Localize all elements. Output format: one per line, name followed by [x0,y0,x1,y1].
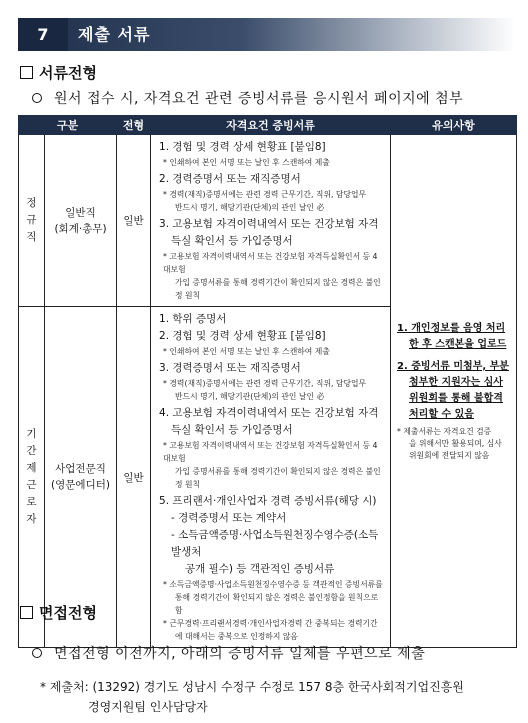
screening-heading: 서류전형 [20,62,97,83]
submission-address: * 제출처: (13292) 경기도 성남시 수정구 수정로 157 8층 한국사회적기업진흥원 [40,680,464,694]
circle-bullet-icon [32,648,42,658]
requirements-cell [151,307,391,648]
req-note: * 인쇄하여 본인 서명 또는 날인 후 스캔하여 제출 [163,347,330,356]
req-item-cont: 득실 확인서 등 가입증명서 [171,235,293,247]
section-number: 7 [18,18,68,51]
req-note: * 경력(재직)증명서에는 관련 경력 근무기간, 직위, 담당업무 반드시 명기, 해당기관(단체)의 관인 날인 必 [163,190,367,212]
req-item-cont: 득실 확인서 등 가입증명서 [171,424,293,436]
cautions-cell [391,135,517,648]
req-item: 2. 경력증명서 또는 재직증명서 [159,173,301,185]
req-note: * 인쇄하여 본인 서명 또는 날인 후 스캔하여 제출 [163,158,330,167]
table-row [19,135,517,307]
type-cell: 일반 [117,135,151,307]
header-cautions: 유의사항 [391,116,517,135]
req-item: 2. 경험 및 경력 상세 현황표 [붙임8] [159,330,326,342]
header-documents: 자격요건 증빙서류 [151,116,391,135]
group-label-contract: 기 간 제 근 로 자 [19,307,45,648]
table-header-row [19,116,517,135]
req-item: 4. 고용보험 자격이력내역서 또는 건강보험 자격 [159,407,379,419]
submission-address-recipient: 경영지원팀 인사담당자 [88,700,208,714]
section-header-bar [18,18,516,51]
req-sub-item: - 경력증명서 또는 계약서 [171,512,287,524]
caution-2: 2. 증빙서류 미첨부, 부분 첨부한 지원자는 심사 위원회를 통해 불합격 처리할 수 있음 [397,360,509,420]
req-item: 1. 경험 및 경력 상세 현황표 [붙임8] [159,141,326,153]
screening-bullet: 원서 접수 시, 자격요건 관련 증빙서류를 응시원서 페이지에 첨부 [32,88,463,108]
type-cell: 일반 [117,307,151,648]
requirements-cell [151,135,391,307]
req-note: * 고용보험 자격이력내역서 또는 건강보험 자격득실확인서 등 4대보험 가입 증명서류를 통해 경력기간이 확인되지 않은 경력은 불인정 원칙 [163,252,381,300]
caution-1: 1. 개인정보를 음영 처리 한 후 스캔본을 업로드 [397,322,507,350]
circle-bullet-icon [32,93,42,103]
section-title: 제출 서류 [78,25,151,44]
checkbox-square-icon [20,66,33,79]
req-note: * 고용보험 자격이력내역서 또는 건강보험 자격득실확인서 등 4대보험 가입 증명서류를 통해 경력기간이 확인되지 않은 경력은 불인정 원칙 [163,441,381,489]
req-note: * 소득금액증명·사업소득원천징수영수증 등 객관적인 증빙서류를 통해 경력기간이 확인되지 않은 경력은 불인정함을 원칙으로 함 * 근무경력·프리랜서경력·개인사업자경력 간 중복되는 경력기간 에 대해서는 중복으로 인정하지 않음 [163,580,383,641]
req-note: * 경력(재직)증명서에는 관련 경력 근무기간, 직위, 담당업무 반드시 명기, 해당기관(단체)의 관인 날인 必 [163,379,367,401]
req-item: 1. 학위 증명서 [159,313,227,325]
req-item: 5. 프리랜서·개인사업자 경력 증빙서류(해당 시) [159,495,377,507]
caution-note: * 제출서류는 자격요건 검증 을 위해서만 활용되며, 심사 위원회에 전달되지 않음 [397,426,502,460]
req-sub-item-cont: 공개 필수) 등 객관적인 증빙서류 [185,563,335,575]
req-item: 3. 고용보험 자격이력내역서 또는 건강보험 자격 [159,218,379,230]
interview-bullet: 면접전형 이전까지, 아래의 증빙서류 일체를 우편으로 제출 [32,643,425,663]
group-label-regular: 정 규 직 [19,135,45,307]
checkbox-square-icon [20,606,33,619]
header-category: 구분 [19,116,117,135]
document-requirements-table [18,115,517,648]
category-cell: 일반직 (회계·총무) [45,135,117,307]
category-cell: 사업전문직 (영문에디터) [45,307,117,648]
interview-heading: 면접전형 [20,602,97,623]
header-type: 전형 [117,116,151,135]
req-item: 3. 경력증명서 또는 재직증명서 [159,362,301,374]
req-sub-item: - 소득금액증명·사업소득원천징수영수증(소득발생처 [171,529,379,558]
